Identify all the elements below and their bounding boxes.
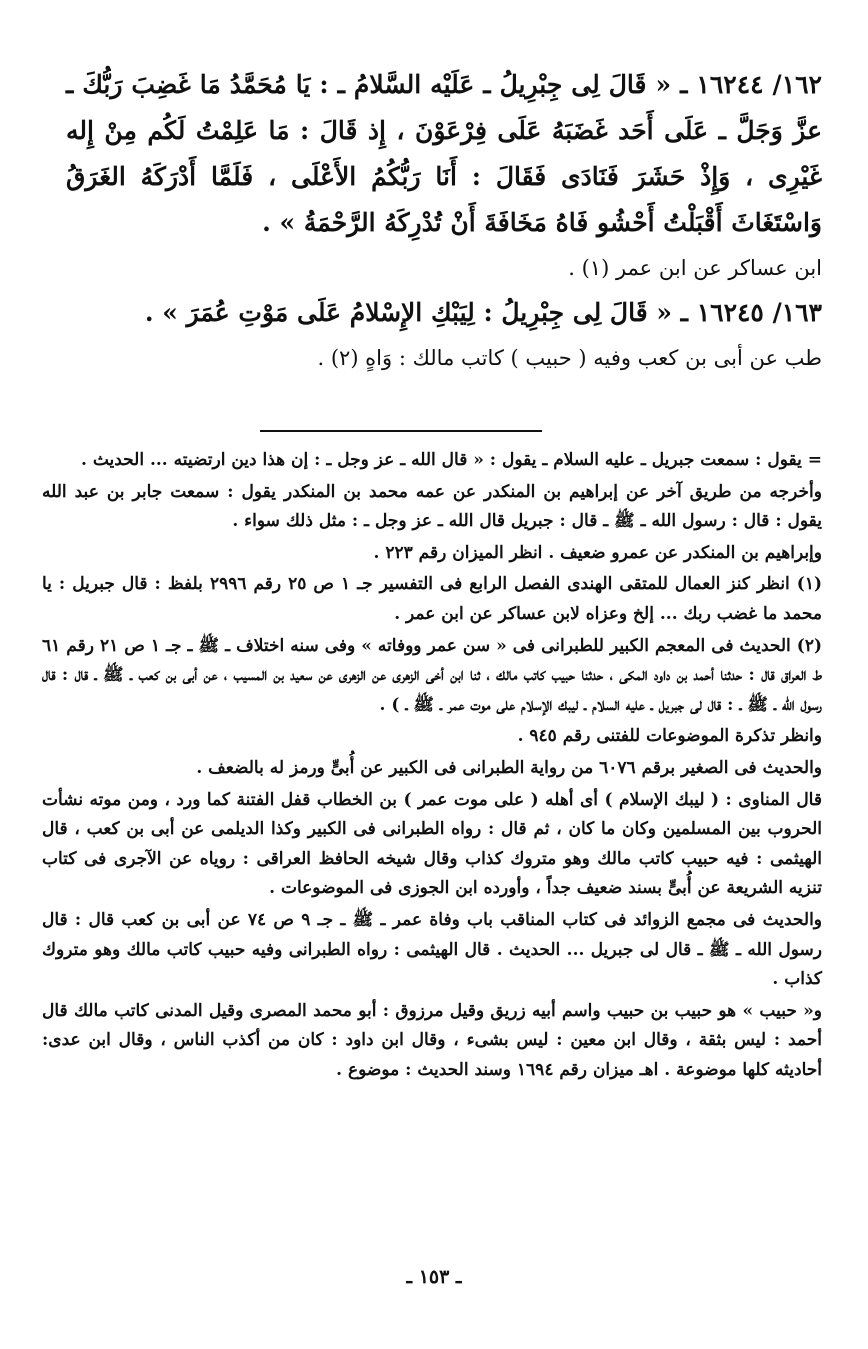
- main-text: [66, 62, 822, 380]
- footnote-2-majma: والحديث فى مجمع الزوائد فى كتاب المناقب باب وفاة عمر ـ ﷺ ـ جـ ٩ ص ٧٤ عن أبى بن كعب قال : قال رسول الله ـ ﷺ ـ قال لى جبريل ... الحديث . قال الهيثمى : رواه الطبرانى وفيه حبيب كاتب مالك وهو متروك كذاب .: [42, 909, 823, 990]
- footnote-2-tadhkira: وانظر تذكرة الموضوعات للفتنى رقم ٩٤٥ .: [517, 726, 822, 747]
- footnote-separator: [260, 430, 542, 432]
- footnote-continuation-3: وإبراهيم بن المنكدر عن عمرو ضعيف . انظر الميزان رقم ٢٢٣ .: [373, 542, 822, 563]
- footnote-2-habib: و« حبيب » هو حبيب بن حبيب واسم أبيه زريق وقيل مرزوق : أبو محمد المصرى وقيل المدنى كاتب مالك قال أحمد : ليس بثقة ، وقال ابن معين : ليس بشىء ، وقال ابن داود : كان من أكذب الناس ، وقال ابن عدى: أحاديثه كلها موضوعة . اهـ ميزان رقم ١٦٩٤ وسند الحديث : موضوع .: [42, 1000, 822, 1080]
- footnote-2-munawi: قال المناوى : ( ليبك الإسلام ) أى أهله ( على موت عمر ) بن الخطاب قفل الفتنة كما ورد ، ومن موته نشأت الحروب بين المسلمين وكان ما كان ، ثم قال : رواه الطبرانى فى الكبير وكذا الديلمى عن أبى بن كعب ، قال الهيثمى : فيه حبيب كاتب مالك وهو متروك كذاب وقال شيخه الحافظ العراقى : روياه عن الآجرى فى كتاب تنزيه الشريعة عن أُبىٍّ بسند ضعيف جداً ، وأورده ابن الجوزى فى الموضوعات .: [42, 789, 822, 899]
- footnote-continuation-2: وأخرجه من طريق آخر عن إبراهيم بن المنكدر عن عمه محمد بن المنكدر يقول : سمعت جابر بن عبد الله يقول : قال : رسول الله ـ ﷺ ـ قال : جبريل قال الله ـ عز وجل ـ : مثل ذلك سواء .: [42, 481, 822, 532]
- page-number: ـ ١٥٣ ـ: [406, 1266, 462, 1288]
- hadith-163: ١٦٣/ ١٦٢٤٥ ـ « قَالَ لِى جِبْرِيلُ : لِيَبْكِ الإِسْلامُ عَلَى مَوْتِ عُمَرَ » .: [144, 298, 822, 327]
- hadith-163-source: طب عن أبى بن كعب وفيه ( حبيب ) كاتب مالك : وَاهٍ (٢) .: [317, 346, 822, 370]
- footnote-1: (١) انظر كنز العمال للمتقى الهندى الفصل الرابع فى التفسير جـ ١ ص ٢٥ رقم ٢٩٩٦ بلفظ : قال جبريل : يا محمد ما غضب ربك ... إلخ وعزاه لابن عساكر عن ابن عمر .: [42, 574, 823, 624]
- footnote-continuation: = يقول : سمعت جبريل ـ عليه السلام ـ يقول : « قال الله ـ عز وجل ـ : إن هذا دين ارتضيته ... الحديث .: [80, 450, 822, 470]
- hadith-162-source: ابن عساكر عن ابن عمر (١) .: [568, 256, 822, 280]
- footnote-2: (٢) الحديث فى المعجم الكبير للطبرانى فى « سن عمر ووفاته » وفى سنه اختلاف ـ ﷺ ـ جـ ١ ص ٢١ رقم ٦١ ط العراق قال : حدثنا أحمد بن داود المكى ، حدثنا حبيب كاتب مالك ، ثنا ابن أخى الزهرى عن الزهرى عن سعيد بن المسيب ، عن أبى بن كعب ـ ﷺ ـ قال : قال رسول الله ـ ﷺ ـ : قال لى جبريل ـ عليه السلام ـ ليبك الإسلام على موت عمر ـ ﷺ ـ ) .: [42, 635, 822, 715]
- hadith-162: ١٦٢/ ١٦٢٤٤ ـ « قَالَ لِى جِبْرِيلُ ـ عَلَيْه السَّلامُ ـ : يَا مُحَمَّدُ مَا غَضِبَ رَبُّكَ ـ عزَّ وَجَلَّ ـ عَلَى أَحَد غَضَبَهُ عَلَى فِرْعَوْنَ ، إِذ قَالَ : مَا عَلِمْتُ لَكُم مِنْ إِله غَيْرِى ، وَإِذْ حَشَرَ فَنَادَى فَقَالَ : أَنَا رَبُّكُمُ الأَعْلَى ، فَلَمَّا أَدْرَكَهُ الغَرَقُ وَاسْتَغَاثَ أَقْبَلْتُ أَحْشُو فَاهُ مَخَافَةَ أَنْ تُدْرِكَهُ الرَّحْمَةُ » .: [66, 70, 822, 237]
- footnote-2-saghir: والحديث فى الصغير برقم ٦٠٧٦ من رواية الطبرانى فى الكبير عن أُبىٍّ ورمز له بالضعف .: [196, 757, 822, 778]
- footnotes: [42, 446, 822, 1087]
